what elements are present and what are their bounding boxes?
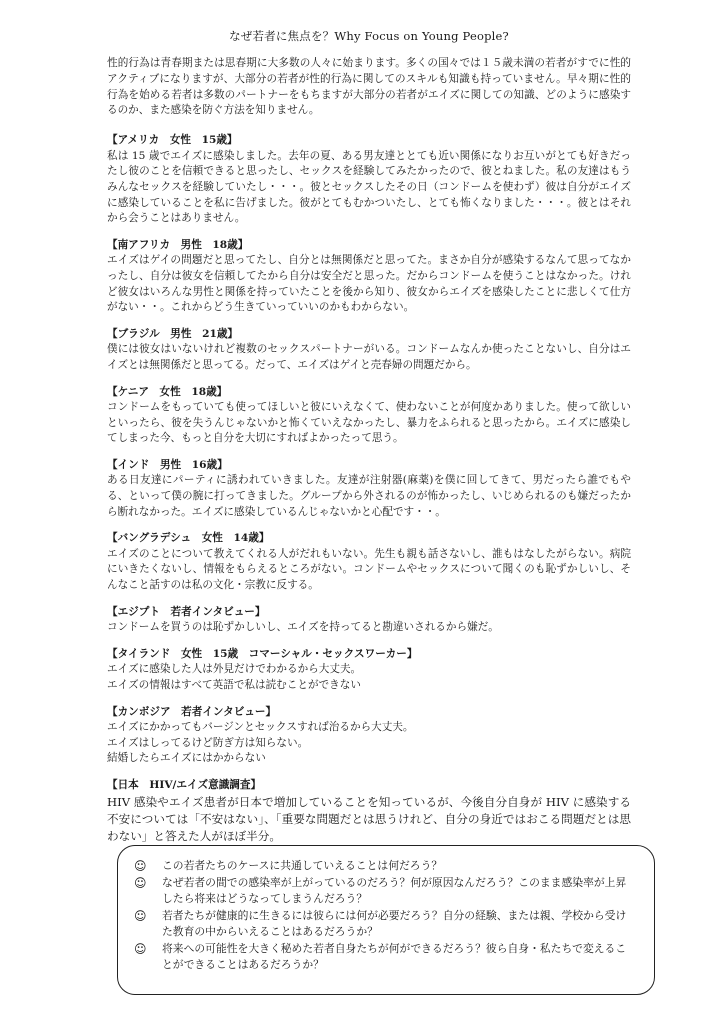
case-body xyxy=(107,342,631,373)
case-body xyxy=(107,473,631,520)
case-line: 僕には彼女はいないけれど複数のセックスパートナーがいる。コンドームなんか使ったことないし、自分はエイズとは無関係だと思ってる。だって、エイズはゲイと売春婦の問題だから。 xyxy=(107,343,631,371)
case-kenya xyxy=(107,385,631,447)
case-thailand xyxy=(107,647,631,694)
intro-paragraph: 性的行為は青春期または思春期に大多数の人々に始まります。多くの国々では１５歳未満の若者がすでに性的アクティブになりますが、大部分の若者が性的行為に関してのスキルも知識も持っていません。早々期に性的行為を始める若者は多数のパートナーをもちますが大部分の若者がエイズに関しての知識、どのように感染するのか、また感染を防ぐ方法を知りません。 xyxy=(107,57,631,117)
case-header: 【バングラデシュ 女性 14歳】 xyxy=(107,532,270,545)
case-bangladesh xyxy=(107,531,631,593)
case-brazil xyxy=(107,327,631,374)
case-body xyxy=(107,253,631,315)
case-south-africa xyxy=(107,238,631,316)
question-item xyxy=(134,941,636,973)
case-line: エイズはゲイの問題だと思ってたし、自分とは無関係だと思ってた。まさか自分が感染するなんて思ってなかったし、自分は彼女を信頼してたから自分は安全だと思った。だからコンドームを使うことはなかった。けれど彼女はいろんな男性と関係を持っていたことを後から知り、彼女からエイズを感染したことに悲しくて仕方がない・・。これからどう生きていっていいのかもわからない。 xyxy=(107,254,631,314)
discussion-questions-box xyxy=(117,845,655,995)
case-line: 結婚したらエイズにはかからない xyxy=(107,752,266,765)
question-text: なぜ若者の間での感染率が上がっているのだろう？何が原因なんだろう？このまま感染率が上昇したら将来はどうなってしまうんだろう？ xyxy=(162,876,627,905)
case-line: ある日友達にパーティに誘われていきました。友達が注射器(麻薬)を僕に回してきて、男だったら誰でもやる、といって僕の腕に打ってきました。グループから外されるのが怖かったし、いじめられるのも嫌だったから断れなかった。エイズに感染しているんじゃないかと心配です・・。 xyxy=(107,474,631,518)
case-body xyxy=(107,662,631,693)
case-egypt xyxy=(107,605,631,636)
case-body xyxy=(107,620,631,636)
case-line: 私は 15 歳でエイズに感染しました。去年の夏、ある男友達ととても近い関係になりお互いがとても好きだったし彼のことを信頼できると思ったし、セックスを経験してみたかったので、彼とねました。私の友達はもうみんなセックスを経験していたし・・・。彼とセックスしたその日（コンドームを使わず）彼は自分がエイズに感染していることを私に告げました。彼がとてもむかついたし、とても怖くなりました・・・。彼とはそれから会うことはありません。 xyxy=(107,149,631,225)
case-usa xyxy=(107,133,631,227)
case-line: コンドームを買うのは恥ずかしいし、エイズを持ってると勘違いされるから嫌だ。 xyxy=(107,621,499,634)
case-header: 【ブラジル 男性 21歳】 xyxy=(107,327,239,340)
case-line: エイズの情報はすべて英語で私は読むことができない xyxy=(107,679,361,691)
case-line: コンドームをもっていても使ってほしいと彼にいえなくて、使わないことが何度かありました。使って欲しいといったら、彼を失うんじゃないかと怖くていえなかったし、暴力をふられると思ったから。エイズに感染してしまった今、もっと自分を大切にすればよかったって思う。 xyxy=(107,401,631,445)
case-header: 【カンボジア 若者インタビュー】 xyxy=(107,705,277,718)
question-item xyxy=(134,858,636,874)
case-header: 【南アフリカ 男性 18歳】 xyxy=(107,238,249,251)
question-text: 将来への可能性を大きく秘めた若者自身たちが何ができるだろう？彼ら自身・私たちで変えることができることはあるだろうか？ xyxy=(162,942,627,971)
smiley-icon: ☺ xyxy=(134,876,147,890)
case-body xyxy=(107,149,631,227)
question-item xyxy=(134,908,636,940)
case-header: 【エジプト 若者インタビュー】 xyxy=(107,605,266,618)
question-list xyxy=(134,858,636,973)
smiley-icon: ☺ xyxy=(134,859,147,873)
case-header: 【ケニア 女性 18歳】 xyxy=(107,385,228,398)
case-header: 【アメリカ 女性 15歳】 xyxy=(107,134,238,147)
case-india xyxy=(107,458,631,520)
page-title: なぜ若者に焦点を？Why Focus on Young People? xyxy=(229,29,509,43)
smiley-icon: ☺ xyxy=(134,909,147,923)
case-cambodia xyxy=(107,705,631,767)
case-body xyxy=(107,720,631,767)
case-line: HIV 感染やエイズ患者が日本で増加していることを知っているが、今後自分自身が HIV に感染する不安については「不安はない」、「重要な問題だとは思うけれど、自分の身近ではおこる問題だとは思わない」と答えた人がほぼ半分。 xyxy=(107,794,631,843)
case-line: エイズのことについて教えてくれる人がだれもいない。先生も親も話さないし、誰もはなしたがらない。病院にいきたくないし、情報をもらえるところがない。コンドームやセックスについて聞くのも恥ずかしいし、そんなこと話すのは私の文化・宗教に反する。 xyxy=(107,547,631,592)
document-page xyxy=(107,28,631,856)
case-line: エイズはしってるけど防ぎ方は知らない。 xyxy=(107,736,309,749)
case-line: エイズに感染した人は外見だけでわかるから大丈夫。 xyxy=(107,663,362,676)
case-body xyxy=(107,794,631,845)
case-header: 【インド 男性 16歳】 xyxy=(107,458,228,471)
question-text: 若者たちが健康的に生きるには彼らには何が必要だろう？自分の経験、または親、学校から受けた教育の中からいえることはあるだろうか？ xyxy=(162,909,627,938)
question-item xyxy=(134,875,636,907)
case-japan xyxy=(107,778,631,845)
case-body xyxy=(107,400,631,447)
case-header: 【タイランド 女性 15歳 コマーシャル・セックスワーカー】 xyxy=(107,647,418,660)
question-text: この若者たちのケースに共通していえることは何だろう？ xyxy=(162,859,443,872)
case-body xyxy=(107,547,631,594)
case-line: エイズにかかってもバージンとセックスすれば治るから大丈夫。 xyxy=(107,721,414,734)
smiley-icon: ☺ xyxy=(134,942,147,956)
case-header: 【日本 HIV/エイズ意識調査】 xyxy=(107,778,262,791)
